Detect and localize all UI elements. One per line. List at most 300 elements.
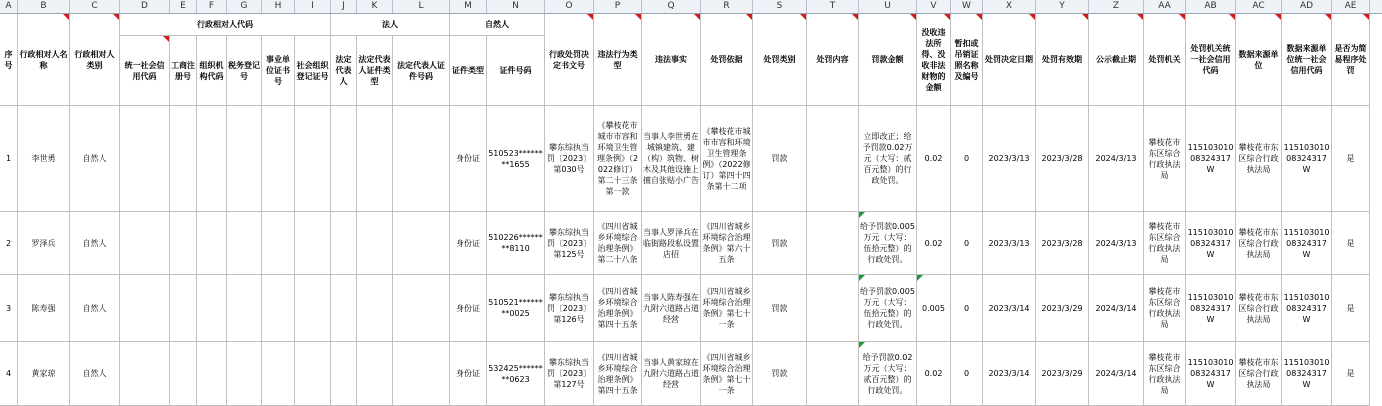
header-penalty-cat[interactable] bbox=[753, 14, 807, 106]
row-3-basis-text: 《四川省城乡环境综合治理条例》第七十一条 bbox=[702, 287, 751, 329]
row-2-id-type-text: 身份证 bbox=[456, 238, 480, 248]
header-category-text: 行政相对人类别 bbox=[74, 49, 115, 70]
row-1-name[interactable] bbox=[18, 106, 70, 212]
row-2-source-unit[interactable] bbox=[1236, 212, 1282, 275]
row-2-authority[interactable] bbox=[1144, 212, 1186, 275]
row-3-decision-date[interactable] bbox=[983, 275, 1036, 342]
header-rep-id-type[interactable] bbox=[357, 36, 393, 106]
column-letter-w[interactable]: W bbox=[951, 0, 983, 13]
row-1-id-type[interactable] bbox=[450, 106, 487, 212]
header-seq-text: 序号 bbox=[4, 49, 13, 70]
row-2-simple-proc-text: 是 bbox=[1346, 238, 1355, 248]
comment-marker-icon bbox=[163, 36, 169, 42]
row-3-facts[interactable] bbox=[642, 275, 701, 342]
column-letter-f[interactable]: F bbox=[197, 0, 227, 13]
row-4-id-type-text: 身份证 bbox=[456, 369, 480, 378]
row-4-source-code-text: 11510301008324317W bbox=[1283, 358, 1330, 389]
row-4-violation-type-text: 《四川省城乡环境综合治理条例》第四十五条 bbox=[597, 352, 638, 395]
row-4-authority-code-text: 11510301008324317W bbox=[1187, 358, 1234, 389]
column-letter-m[interactable]: M bbox=[450, 0, 487, 13]
header-decision-date-text: 处罚决定日期 bbox=[985, 55, 1033, 64]
row-4-basis[interactable] bbox=[701, 342, 753, 406]
header-basis[interactable] bbox=[701, 14, 753, 106]
row-2-social-org[interactable] bbox=[295, 212, 331, 275]
row-3-seq-text: 3 bbox=[5, 303, 12, 313]
row-2-name[interactable] bbox=[18, 212, 70, 275]
header-source-unit[interactable] bbox=[1236, 14, 1282, 106]
row-3-penalty-cat-text: 罚款 bbox=[771, 303, 788, 313]
header-violation-type-text: 违法行为类型 bbox=[597, 49, 638, 70]
row-1-name-text: 李世勇 bbox=[31, 154, 56, 163]
row-3-simple-proc-text: 是 bbox=[1346, 303, 1355, 313]
row-4-decision-date[interactable] bbox=[983, 342, 1036, 406]
row-4-seq[interactable] bbox=[0, 342, 18, 406]
row-2-amount[interactable] bbox=[859, 212, 917, 275]
column-letter-n[interactable]: N bbox=[487, 0, 545, 13]
column-letter-r[interactable]: R bbox=[701, 0, 753, 13]
row-2-category[interactable] bbox=[70, 212, 120, 275]
header-social-org[interactable] bbox=[295, 36, 331, 106]
row-1-authority-code-text: 11510301008324317W bbox=[1187, 143, 1234, 174]
row-1-seq-text: 1 bbox=[5, 154, 12, 163]
row-1-violation-type[interactable] bbox=[594, 106, 642, 212]
row-2-rep-id-type[interactable] bbox=[357, 212, 393, 275]
row-4-id-no-text: 532425********0623 bbox=[488, 363, 543, 384]
row-3-rep-id-type[interactable] bbox=[357, 275, 393, 342]
row-1-source-unit-text: 攀枝花市东区综合行政执法局 bbox=[1238, 143, 1279, 174]
header-source-code-text: 数据来源单位统一社会信用代码 bbox=[1286, 44, 1327, 75]
row-3-credit-code[interactable] bbox=[120, 275, 170, 342]
row-4-doc-no[interactable] bbox=[545, 342, 594, 406]
column-letter-s[interactable]: S bbox=[753, 0, 807, 13]
comment-marker-icon bbox=[1229, 14, 1235, 20]
row-4-suspend[interactable] bbox=[951, 342, 983, 406]
column-letter-u[interactable]: U bbox=[859, 0, 917, 13]
row-3-violation-type[interactable] bbox=[594, 275, 642, 342]
row-1-tax-reg[interactable] bbox=[227, 106, 262, 212]
column-letter-j[interactable]: J bbox=[331, 0, 357, 13]
row-2-confiscate-text: 0.02 bbox=[924, 238, 943, 248]
row-1-content[interactable] bbox=[807, 106, 859, 212]
row-2-category-text: 自然人 bbox=[82, 238, 107, 248]
comment-marker-icon bbox=[852, 14, 858, 20]
row-4-suspend-text: 0 bbox=[963, 369, 970, 378]
row-4-content[interactable] bbox=[807, 342, 859, 406]
row-4-facts[interactable] bbox=[642, 342, 701, 406]
row-3-authority-text: 攀枝花市东区综合行政执法局 bbox=[1148, 287, 1181, 329]
column-letter-i[interactable]: I bbox=[295, 0, 331, 13]
row-2-confiscate[interactable] bbox=[917, 212, 951, 275]
header-id-no[interactable] bbox=[487, 36, 545, 106]
row-2-source-code[interactable] bbox=[1282, 212, 1332, 275]
row-3-simple-proc[interactable] bbox=[1332, 275, 1370, 342]
error-marker-icon bbox=[859, 212, 865, 218]
comment-marker-icon bbox=[1179, 14, 1185, 20]
row-2-id-type[interactable] bbox=[450, 212, 487, 275]
header-rep-id-no-text: 法定代表人证件号码 bbox=[397, 60, 445, 81]
row-2-facts[interactable] bbox=[642, 212, 701, 275]
column-letter-o[interactable]: O bbox=[545, 0, 594, 13]
row-2-rep-id-no[interactable] bbox=[393, 212, 450, 275]
row-3-amount-text: 给予罚款0.005万元（大写：伍拾元整）的行政处罚。 bbox=[860, 287, 915, 329]
column-letter-e[interactable]: E bbox=[170, 0, 197, 13]
row-2-seq[interactable] bbox=[0, 212, 18, 275]
header-inst-cert[interactable] bbox=[262, 36, 295, 106]
column-letter-c[interactable]: C bbox=[70, 0, 120, 13]
row-3-name[interactable] bbox=[18, 275, 70, 342]
row-4-source-unit-text: 攀枝花市东区综合行政执法局 bbox=[1238, 358, 1279, 389]
row-1-doc-no[interactable] bbox=[545, 106, 594, 212]
row-1-id-type-text: 身份证 bbox=[456, 154, 480, 163]
row-3-authority[interactable] bbox=[1144, 275, 1186, 342]
row-1-facts[interactable] bbox=[642, 106, 701, 212]
group-header-natural-person-text: 自然人 bbox=[485, 20, 509, 29]
row-3-doc-no[interactable] bbox=[545, 275, 594, 342]
row-4-simple-proc[interactable] bbox=[1332, 342, 1370, 406]
row-1-inst-cert[interactable] bbox=[262, 106, 295, 212]
header-suspend[interactable] bbox=[951, 14, 983, 106]
error-marker-icon bbox=[859, 275, 865, 281]
error-marker-icon bbox=[917, 275, 923, 281]
header-simple-proc[interactable] bbox=[1332, 14, 1370, 106]
row-4-name-text: 黄家琼 bbox=[31, 369, 56, 378]
row-2-suspend[interactable] bbox=[951, 212, 983, 275]
header-authority[interactable] bbox=[1144, 14, 1186, 106]
row-1-social-org[interactable] bbox=[295, 106, 331, 212]
row-4-penalty-cat[interactable] bbox=[753, 342, 807, 406]
column-letter-q[interactable]: Q bbox=[642, 0, 701, 13]
row-2-simple-proc[interactable] bbox=[1332, 212, 1370, 275]
column-letter-h[interactable]: H bbox=[262, 0, 295, 13]
row-3-confiscate-text: 0.005 bbox=[922, 303, 945, 313]
header-legal-rep[interactable] bbox=[331, 36, 357, 106]
column-letter-b[interactable]: B bbox=[18, 0, 70, 13]
column-letter-z[interactable]: Z bbox=[1089, 0, 1144, 13]
row-4-violation-type[interactable] bbox=[594, 342, 642, 406]
row-3-rep-id-no[interactable] bbox=[393, 275, 450, 342]
row-4-confiscate[interactable] bbox=[917, 342, 951, 406]
row-3-id-type[interactable] bbox=[450, 275, 487, 342]
row-4-source-unit[interactable] bbox=[1236, 342, 1282, 406]
header-publish-end[interactable] bbox=[1089, 14, 1144, 106]
header-org-code[interactable] bbox=[197, 36, 227, 106]
group-header-natural-person[interactable] bbox=[450, 14, 545, 36]
row-1-decision-date[interactable] bbox=[983, 106, 1036, 212]
row-1-seq[interactable] bbox=[0, 106, 18, 212]
header-publish-end-text: 公示截止期 bbox=[1096, 55, 1136, 64]
comment-marker-icon bbox=[1363, 14, 1369, 20]
header-doc-no-text: 行政处罚决定书文号 bbox=[549, 49, 589, 70]
header-rep-id-no[interactable] bbox=[393, 36, 450, 106]
comment-marker-icon bbox=[1325, 14, 1331, 20]
row-2-penalty-cat[interactable] bbox=[753, 212, 807, 275]
row-2-doc-no[interactable] bbox=[545, 212, 594, 275]
row-1-rep-id-type[interactable] bbox=[357, 106, 393, 212]
row-1-source-unit[interactable] bbox=[1236, 106, 1282, 212]
row-4-id-type[interactable] bbox=[450, 342, 487, 406]
row-2-source-unit-text: 攀枝花市东区综合行政执法局 bbox=[1238, 227, 1279, 259]
row-4-basis-text: 《四川省城乡环境综合治理条例》第七十一条 bbox=[702, 352, 751, 395]
row-1-decision-date-text: 2023/3/13 bbox=[988, 154, 1030, 163]
row-1-violation-type-text: 《攀枝花市城市市容和环境卫生管理条例》（2022修订）第二十三条第一款 bbox=[596, 121, 639, 196]
comment-marker-icon bbox=[976, 14, 982, 20]
row-2-authority-code-text: 11510301008324317W bbox=[1187, 227, 1234, 259]
row-3-org-code[interactable] bbox=[197, 275, 227, 342]
column-letter-g[interactable]: G bbox=[227, 0, 262, 13]
row-1-org-code[interactable] bbox=[197, 106, 227, 212]
row-1-suspend[interactable] bbox=[951, 106, 983, 212]
row-3-content[interactable] bbox=[807, 275, 859, 342]
column-letter-t[interactable]: T bbox=[807, 0, 859, 13]
row-1-id-no[interactable] bbox=[487, 106, 545, 212]
row-3-source-unit[interactable] bbox=[1236, 275, 1282, 342]
header-facts-text: 违法事实 bbox=[655, 55, 687, 64]
column-letter-ab[interactable]: AB bbox=[1186, 0, 1236, 13]
row-4-authority-text: 攀枝花市东区综合行政执法局 bbox=[1148, 352, 1181, 395]
row-3-suspend[interactable] bbox=[951, 275, 983, 342]
row-2-legal-rep[interactable] bbox=[331, 212, 357, 275]
row-1-confiscate[interactable] bbox=[917, 106, 951, 212]
row-4-amount-text: 给予罚款0.02万元（大写：贰百元整）的行政处罚。 bbox=[862, 352, 913, 395]
header-credit-code-text: 统一社会信用代码 bbox=[124, 60, 165, 81]
group-header-legal-rep[interactable] bbox=[331, 14, 450, 36]
row-4-inst-cert[interactable] bbox=[262, 342, 295, 406]
row-2-id-no-text: 510226********8110 bbox=[488, 233, 543, 253]
header-inst-cert-text: 事业单位证书号 bbox=[266, 55, 290, 86]
row-3-category[interactable] bbox=[70, 275, 120, 342]
row-2-org-code[interactable] bbox=[197, 212, 227, 275]
header-amount-text: 罚款金额 bbox=[871, 55, 904, 64]
row-1-biz-reg[interactable] bbox=[170, 106, 197, 212]
header-authority-code-text: 处罚机关统一社会信用代码 bbox=[1190, 44, 1231, 75]
row-3-basis[interactable] bbox=[701, 275, 753, 342]
comment-marker-icon bbox=[587, 14, 593, 20]
row-3-penalty-cat[interactable] bbox=[753, 275, 807, 342]
row-1-confiscate-text: 0.02 bbox=[924, 154, 943, 163]
row-2-basis[interactable] bbox=[701, 212, 753, 275]
column-letter-ae[interactable]: AE bbox=[1332, 0, 1370, 13]
row-4-category[interactable] bbox=[70, 342, 120, 406]
row-2-seq-text: 2 bbox=[5, 238, 12, 248]
row-3-publish-end-text: 2024/3/14 bbox=[1095, 303, 1137, 313]
row-1-publish-end-text: 2024/3/13 bbox=[1095, 154, 1137, 163]
row-4-publish-end[interactable] bbox=[1089, 342, 1144, 406]
row-1-basis[interactable] bbox=[701, 106, 753, 212]
header-amount[interactable] bbox=[859, 14, 917, 106]
row-4-category-text: 自然人 bbox=[82, 369, 107, 378]
row-4-confiscate-text: 0.02 bbox=[924, 369, 943, 378]
row-3-suspend-text: 0 bbox=[963, 303, 970, 313]
header-id-type-text: 证件类型 bbox=[452, 66, 484, 75]
column-letter-d[interactable]: D bbox=[120, 0, 170, 13]
row-3-authority-code[interactable] bbox=[1186, 275, 1236, 342]
row-4-legal-rep[interactable] bbox=[331, 342, 357, 406]
row-3-social-org[interactable] bbox=[295, 275, 331, 342]
header-legal-rep-text: 法定代表人 bbox=[335, 55, 352, 86]
row-2-tax-reg[interactable] bbox=[227, 212, 262, 275]
row-1-penalty-cat[interactable] bbox=[753, 106, 807, 212]
row-3-publish-end[interactable] bbox=[1089, 275, 1144, 342]
header-credit-code[interactable] bbox=[120, 36, 170, 106]
row-2-publish-end[interactable] bbox=[1089, 212, 1144, 275]
header-decision-date[interactable] bbox=[983, 14, 1036, 106]
row-2-source-code-text: 11510301008324317W bbox=[1283, 227, 1330, 259]
error-marker-icon bbox=[859, 342, 865, 348]
row-3-violation-type-text: 《四川省城乡环境综合治理条例》第四十五条 bbox=[597, 287, 638, 329]
row-2-publish-end-text: 2024/3/13 bbox=[1095, 238, 1137, 248]
row-1-publish-end[interactable] bbox=[1089, 106, 1144, 212]
row-2-inst-cert[interactable] bbox=[262, 212, 295, 275]
header-id-type[interactable] bbox=[450, 36, 487, 106]
column-letter-a[interactable]: A bbox=[0, 0, 18, 13]
row-1-penalty-cat-text: 罚款 bbox=[771, 154, 788, 163]
row-1-authority[interactable] bbox=[1144, 106, 1186, 212]
group-header-admin-code-text: 行政相对人代码 bbox=[197, 20, 253, 29]
row-4-social-org[interactable] bbox=[295, 342, 331, 406]
row-1-facts-text: 当事人李世勇在城镇建筑、建（构）筑物、树木及其他设施上擅自张贴小广告 bbox=[643, 132, 699, 185]
row-3-legal-rep[interactable] bbox=[331, 275, 357, 342]
header-seq[interactable] bbox=[0, 14, 18, 106]
comment-marker-icon bbox=[1029, 14, 1035, 20]
row-3-doc-no-text: 攀东综执当罚〔2023〕第126号 bbox=[546, 292, 592, 324]
row-3-authority-code-text: 11510301008324317W bbox=[1187, 292, 1234, 324]
row-1-suspend-text: 0 bbox=[963, 154, 970, 163]
row-3-seq[interactable] bbox=[0, 275, 18, 342]
comment-marker-icon bbox=[63, 14, 69, 20]
row-2-authority-code[interactable] bbox=[1186, 212, 1236, 275]
row-3-id-type-text: 身份证 bbox=[456, 303, 480, 313]
row-4-authority-code[interactable] bbox=[1186, 342, 1236, 406]
header-confiscate[interactable] bbox=[917, 14, 951, 106]
header-category[interactable] bbox=[70, 14, 120, 106]
row-4-tax-reg[interactable] bbox=[227, 342, 262, 406]
row-2-valid-until[interactable] bbox=[1036, 212, 1089, 275]
row-3-name-text: 陈寿强 bbox=[31, 303, 56, 313]
row-3-inst-cert[interactable] bbox=[262, 275, 295, 342]
row-1-simple-proc[interactable] bbox=[1332, 106, 1370, 212]
row-3-biz-reg[interactable] bbox=[170, 275, 197, 342]
row-2-violation-type[interactable] bbox=[594, 212, 642, 275]
row-1-simple-proc-text: 是 bbox=[1346, 154, 1355, 163]
row-4-facts-text: 当事人黄家琼在九附六道路占道经营 bbox=[643, 358, 699, 389]
row-2-violation-type-text: 《四川省城乡环境综合治理条例》第二十八条 bbox=[597, 222, 638, 264]
header-facts[interactable] bbox=[642, 14, 701, 106]
header-doc-no[interactable] bbox=[545, 14, 594, 106]
comment-marker-icon bbox=[800, 14, 806, 20]
header-authority-code[interactable] bbox=[1186, 14, 1236, 106]
row-4-org-code[interactable] bbox=[197, 342, 227, 406]
header-tax-reg[interactable] bbox=[227, 36, 262, 106]
header-violation-type[interactable] bbox=[594, 14, 642, 106]
row-3-source-code[interactable] bbox=[1282, 275, 1332, 342]
row-3-confiscate[interactable] bbox=[917, 275, 951, 342]
row-4-name[interactable] bbox=[18, 342, 70, 406]
header-tax-reg-text: 税务登记号 bbox=[228, 60, 260, 81]
row-4-amount[interactable] bbox=[859, 342, 917, 406]
row-4-biz-reg[interactable] bbox=[170, 342, 197, 406]
column-letter-l[interactable]: L bbox=[393, 0, 450, 13]
row-2-penalty-cat-text: 罚款 bbox=[771, 238, 788, 248]
row-4-valid-until[interactable] bbox=[1036, 342, 1089, 406]
row-4-penalty-cat-text: 罚款 bbox=[771, 369, 788, 378]
row-3-valid-until[interactable] bbox=[1036, 275, 1089, 342]
comment-marker-icon bbox=[694, 14, 700, 20]
header-name[interactable] bbox=[18, 14, 70, 106]
row-2-id-no[interactable] bbox=[487, 212, 545, 275]
row-2-authority-text: 攀枝花市东区综合行政执法局 bbox=[1148, 222, 1181, 264]
row-4-credit-code[interactable] bbox=[120, 342, 170, 406]
column-letter-x[interactable]: X bbox=[983, 0, 1036, 13]
row-4-id-no[interactable] bbox=[487, 342, 545, 406]
row-3-id-no-text: 510521********0025 bbox=[488, 298, 543, 318]
row-3-category-text: 自然人 bbox=[82, 303, 107, 313]
row-4-authority[interactable] bbox=[1144, 342, 1186, 406]
row-1-source-code[interactable] bbox=[1282, 106, 1332, 212]
column-letter-v[interactable]: V bbox=[917, 0, 951, 13]
row-3-id-no[interactable] bbox=[487, 275, 545, 342]
row-4-rep-id-no[interactable] bbox=[393, 342, 450, 406]
header-simple-proc-text: 是否为简易程序处罚 bbox=[1334, 44, 1367, 75]
row-4-decision-date-text: 2023/3/14 bbox=[988, 369, 1030, 378]
row-2-decision-date[interactable] bbox=[983, 212, 1036, 275]
row-1-legal-rep[interactable] bbox=[331, 106, 357, 212]
column-letter-p[interactable]: P bbox=[594, 0, 642, 13]
row-2-biz-reg[interactable] bbox=[170, 212, 197, 275]
header-rep-id-type-text: 法定代表人证件类型 bbox=[358, 55, 391, 86]
header-suspend-text: 暂扣或吊销证照名称及编号 bbox=[954, 38, 979, 81]
header-confiscate-text: 没收违法所得、没收非法财物的金额 bbox=[921, 27, 946, 92]
column-letter-y[interactable]: Y bbox=[1036, 0, 1089, 13]
header-valid-until[interactable] bbox=[1036, 14, 1089, 106]
header-content[interactable] bbox=[807, 14, 859, 106]
row-1-authority-text: 攀枝花市东区综合行政执法局 bbox=[1148, 137, 1181, 180]
header-source-code[interactable] bbox=[1282, 14, 1332, 106]
row-4-source-code[interactable] bbox=[1282, 342, 1332, 406]
header-biz-reg[interactable] bbox=[170, 36, 197, 106]
row-2-content[interactable] bbox=[807, 212, 859, 275]
row-4-rep-id-type[interactable] bbox=[357, 342, 393, 406]
comment-marker-icon bbox=[1137, 14, 1143, 20]
group-header-admin-code[interactable] bbox=[120, 14, 331, 36]
row-3-source-code-text: 11510301008324317W bbox=[1283, 292, 1330, 324]
row-3-amount[interactable] bbox=[859, 275, 917, 342]
column-header-bar bbox=[0, 0, 1382, 14]
row-2-name-text: 罗泽兵 bbox=[31, 238, 56, 248]
column-letter-ad[interactable]: AD bbox=[1282, 0, 1332, 13]
header-content-text: 处罚内容 bbox=[816, 55, 849, 64]
row-1-source-code-text: 11510301008324317W bbox=[1283, 143, 1330, 174]
header-valid-until-text: 处罚有效期 bbox=[1042, 55, 1082, 64]
row-1-amount-text: 立即改正；给予罚款0.02万元（大写：贰百元整）的行政处罚。 bbox=[862, 132, 913, 185]
row-3-tax-reg[interactable] bbox=[227, 275, 262, 342]
header-source-unit-text: 数据来源单位 bbox=[1238, 49, 1279, 70]
row-1-credit-code[interactable] bbox=[120, 106, 170, 212]
row-1-rep-id-no[interactable] bbox=[393, 106, 450, 212]
row-1-authority-code[interactable] bbox=[1186, 106, 1236, 212]
row-1-category[interactable] bbox=[70, 106, 120, 212]
row-2-suspend-text: 0 bbox=[963, 238, 970, 248]
column-letter-k[interactable]: K bbox=[357, 0, 393, 13]
header-basis-text: 处罚依据 bbox=[710, 55, 743, 64]
header-penalty-cat-text: 处罚类别 bbox=[763, 55, 796, 64]
row-4-publish-end-text: 2024/3/14 bbox=[1095, 369, 1137, 378]
header-authority-text: 处罚机关 bbox=[1148, 55, 1181, 64]
row-1-valid-until[interactable] bbox=[1036, 106, 1089, 212]
row-2-credit-code[interactable] bbox=[120, 212, 170, 275]
column-letter-aa[interactable]: AA bbox=[1144, 0, 1186, 13]
row-1-amount[interactable] bbox=[859, 106, 917, 212]
column-letter-ac[interactable]: AC bbox=[1236, 0, 1282, 13]
